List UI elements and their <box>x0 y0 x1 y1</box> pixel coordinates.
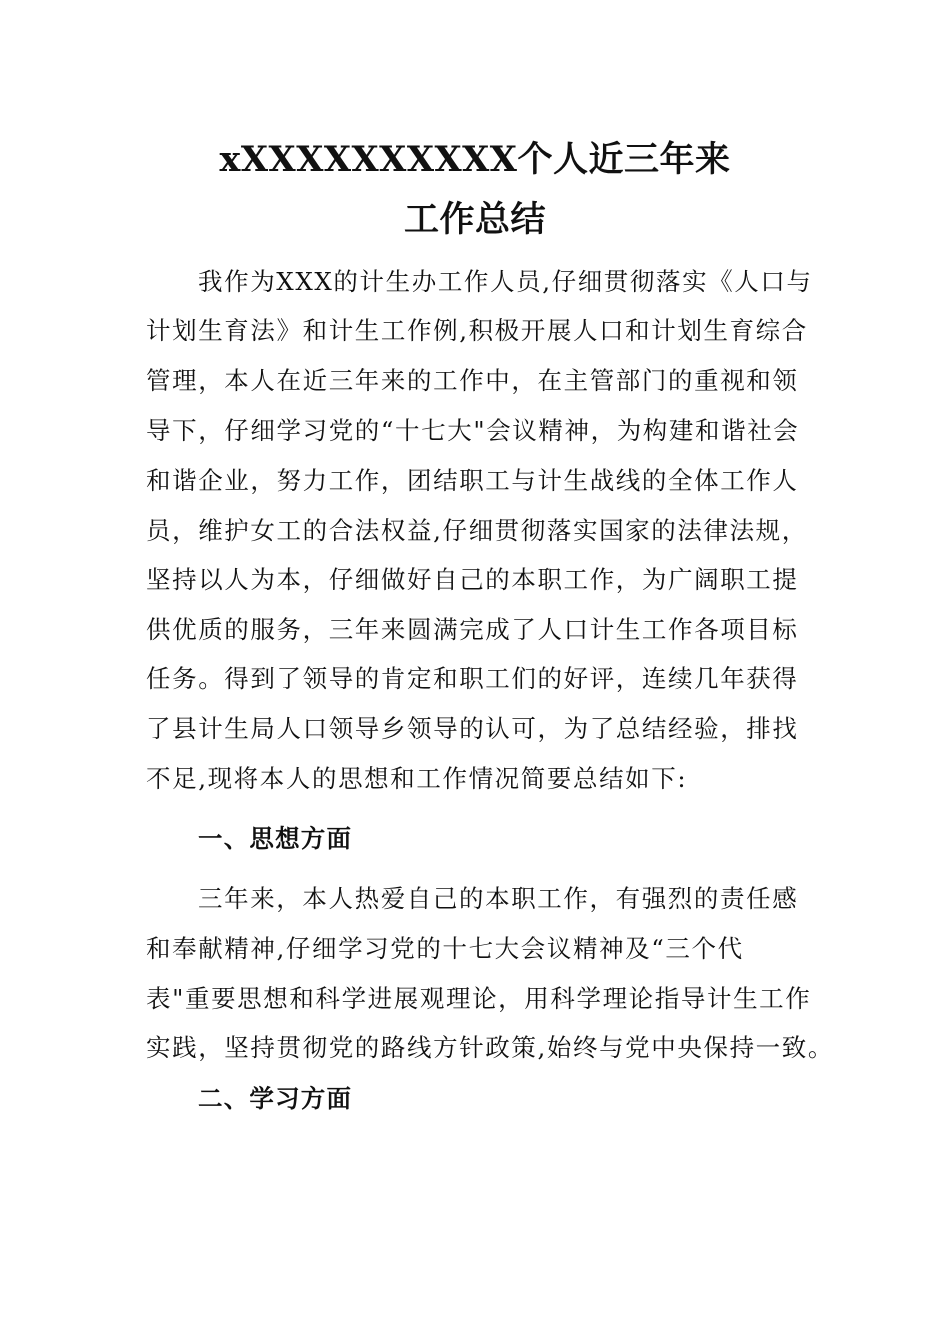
paragraph-1-line: 供优质的服务，三年来圆满完成了人口计生工作各项目标 <box>146 615 799 644</box>
section-1-line: 实践，坚持贯彻党的路线方针政策,始终与党中央保持一致。 <box>146 1033 834 1062</box>
section-1-line: 和奉献精神,仔细学习党的十七大会议精神及“三个代 <box>146 934 744 963</box>
section-heading-thought: 一、思想方面 <box>198 824 353 853</box>
document-title-line-2: 工作总结 <box>403 199 546 240</box>
paragraph-1-line: 和谐企业，努力工作，团结职工与计生战线的全体工作人 <box>146 466 799 495</box>
paragraph-1-line: 管理，本人在近三年来的工作中，在主管部门的重视和领 <box>146 366 799 395</box>
paragraph-1-line: 导下，仔细学习党的“十七大"会议精神，为构建和谐社会 <box>146 416 800 445</box>
paragraph-1-line: 坚持以人为本，仔细做好自己的本职工作，为广阔职工提 <box>146 565 799 594</box>
section-1-line: 表"重要思想和科学进展观理论，用科学理论指导计生工作 <box>146 984 812 1013</box>
paragraph-1-line: 员，维护女工的合法权益,仔细贯彻落实国家的法律法规， <box>146 516 808 545</box>
section-heading-study: 二、学习方面 <box>198 1084 353 1113</box>
paragraph-1-line: 任务。得到了领导的肯定和职工们的好评，连续几年获得 <box>146 664 799 693</box>
paragraph-1-line: 了县计生局人口领导乡领导的认可，为了总结经验，排找 <box>146 714 799 743</box>
paragraph-1-line: 我作为XXX的计生办工作人员,仔细贯彻落实《人口与 <box>198 267 813 296</box>
document-title-line-1: xXXXXXXXXXX个人近三年来 <box>219 139 731 180</box>
paragraph-1-line: 不足,现将本人的思想和工作情况简要总结如下: <box>146 764 688 793</box>
section-1-line: 三年来，本人热爱自己的本职工作，有强烈的责任感 <box>198 884 799 913</box>
paragraph-1-line: 计划生育法》和计生工作例,积极开展人口和计划生育综合 <box>146 316 808 345</box>
